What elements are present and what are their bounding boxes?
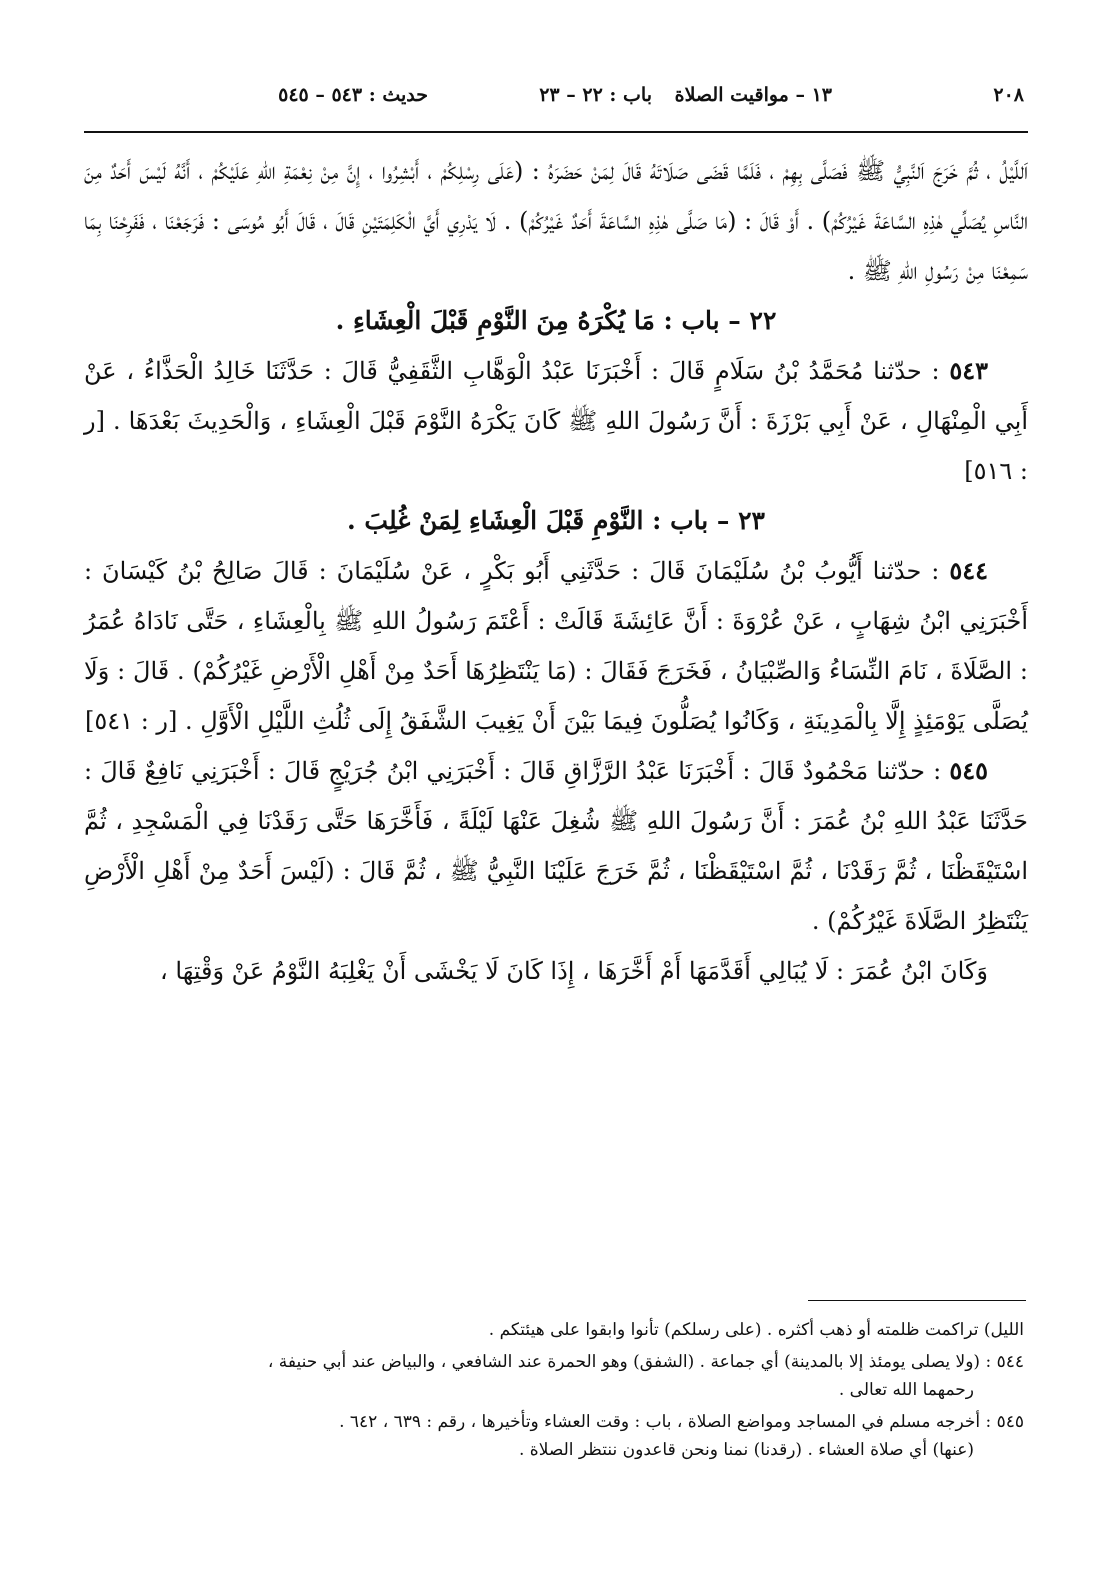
footnote-544-continuation: رحمهما الله تعالى . [838, 1380, 974, 1400]
hadith-545 [84, 746, 1028, 946]
footnote-544: ٥٤٤ : (ولا يصلى يومئذ إلا بالمدينة) أي جماعة . (الشفق) وهو الحمرة عند الشافعي ، والبياض عند أبي حنيفة ، [267, 1352, 1024, 1372]
hadith-number: ٥٤٤ [949, 556, 988, 585]
hadith-text: : حدّثنا مُحَمَّدُ بْنُ سَلَامٍ قَالَ : أَخْبَرَنَا عَبْدُ الْوَهَّابِ الثَّقَفِيُّ قَالَ : حَدَّثَنَا خَالِدُ الْحَذَّاءُ ، عَنْ أَبِي الْمِنْهَالِ ، عَنْ أَبِي بَرْزَةَ : أَنَّ رَسُولَ اللهِ ﷺ كَانَ يَكْرَهُ النَّوْمَ قَبْلَ الْعِشَاءِ ، وَالْحَدِيثَ بَعْدَهَا . [ر : ٥١٦] [84, 357, 1028, 485]
main-text [84, 146, 1028, 996]
footnotes [84, 1316, 1028, 1468]
header-rule [84, 131, 1028, 133]
hadith-range: حديث : ٥٤٣ – ٥٤٥ [278, 84, 428, 106]
footnote-1: الليل) تراكمت ظلمته أو ذهب أكثره . (على رسلكم) تأنوا وابقوا على هيئتكم . [488, 1320, 1024, 1340]
chapter-title: ١٣ – مواقيت الصلاة [674, 84, 832, 106]
page-number: ٢٠٨ [993, 84, 1024, 106]
hadith-number: ٥٤٣ [949, 356, 988, 385]
continuation-paragraph: اَللَّيْلُ ، ثُمَّ خَرَجَ اَلنَّبِيُّ ﷺ فَصَلَّى بِهِمْ ، فَلَمَّا قَضَى صَلَاتَهُ قَالَ لِمَنْ حَضَرَهُ : (عَلَى رِسْلِكُمْ ، أَبْشِرُوا ، إِنَّ مِنْ نِعْمَةِ اللهِ عَلَيْكُمْ ، أَنَّهُ لَيْسَ أَحَدٌ مِنَ النَّاسِ يُصَلِّي هٰذِهِ السَّاعَةَ غَيْرُكُمْ) . أَوْ قَالَ : (مَا صَلَّى هٰذِهِ السَّاعَةَ أَحَدٌ غَيْرُكُمْ) . لَا يَدْرِي أَيَّ الْكَلِمَتَيْنِ قَالَ ، قَالَ أَبُو مُوسَى : فَرَجَعْنَا ، فَفَرِحْنَا بِمَا سَمِعْنَا مِنْ رَسُولِ اللهِ ﷺ . [84, 157, 1028, 285]
bab-range: باب : ٢٢ – ٢٣ [539, 84, 652, 106]
hadith-text: : حدّثنا مَحْمُودٌ قَالَ : أَخْبَرَنَا عَبْدُ الرَّزَّاقِ قَالَ : أَخْبَرَنِي ابْنُ جُرَيْجٍ قَالَ : أَخْبَرَنِي نَافِعٌ قَالَ : حَدَّثَنَا عَبْدُ اللهِ بْنُ عُمَرَ : أَنَّ رَسُولَ اللهِ ﷺ شُغِلَ عَنْهَا لَيْلَةً ، فَأَخَّرَهَا حَتَّى رَقَدْنَا فِي الْمَسْجِدِ ، ثُمَّ اسْتَيْقَظْنَا ، ثُمَّ رَقَدْنَا ، ثُمَّ اسْتَيْقَظْنَا ، ثُمَّ خَرَجَ عَلَيْنَا النَّبِيُّ ﷺ ، ثُمَّ قَالَ : (لَيْسَ أَحَدٌ مِنْ أَهْلِ الْأَرْضِ يَنْتَظِرُ الصَّلَاةَ غَيْرُكُمْ) . [84, 757, 1028, 935]
hadith-545-continuation: وَكَانَ ابْنُ عُمَرَ : لَا يُبَالِي أَقَدَّمَهَا أَمْ أَخَّرَهَا ، إِذَا كَانَ لَا يَخْشَى أَنْ يَغْلِبَهُ النَّوْمُ عَنْ وَقْتِهَا ، [160, 957, 988, 985]
hadith-text: : حدّثنا أَيُّوبُ بْنُ سُلَيْمَانَ قَالَ : حَدَّثَنِي أَبُو بَكْرٍ ، عَنْ سُلَيْمَانَ : قَالَ صَالِحُ بْنُ كَيْسَانَ : أَخْبَرَنِي ابْنُ شِهَابٍ ، عَنْ عُرْوَةَ : أَنَّ عَائِشَةَ قَالَتْ : أَعْتَمَ رَسُولُ اللهِ ﷺ بِالْعِشَاءِ ، حَتَّى نَادَاهُ عُمَرُ : الصَّلَاةَ ، نَامَ النِّسَاءُ وَالصِّبْيَانُ ، فَخَرَجَ فَقَالَ : (مَا يَنْتَظِرُهَا أَحَدٌ مِنْ أَهْلِ الْأَرْضِ غَيْرُكُمْ) . قَالَ : وَلَا يُصَلَّى يَوْمَئِذٍ إِلَّا بِالْمَدِينَةِ ، وَكَانُوا يُصَلُّونَ فِيمَا بَيْنَ أَنْ يَغِيبَ الشَّفَقُ إِلَى ثُلُثِ اللَّيْلِ الْأَوَّلِ . [ر : ٥٤١] [84, 557, 1028, 735]
hadith-543 [84, 346, 1028, 496]
hadith-544 [84, 546, 1028, 746]
footnote-545: ٥٤٥ : أخرجه مسلم في المساجد ومواضع الصلاة ، باب : وقت العشاء وتأخيرها ، رقم : ٦٣٩ ، ٦٤٢ . [339, 1412, 1024, 1432]
hadith-number: ٥٤٥ [949, 756, 988, 785]
running-header [196, 84, 1024, 118]
bab-22-heading: ٢٢ – باب : مَا يُكْرَهُ مِنَ النَّوْمِ قَبْلَ الْعِشَاءِ . [335, 306, 777, 335]
bab-23-heading: ٢٣ – باب : النَّوْمِ قَبْلَ الْعِشَاءِ لِمَنْ غُلِبَ . [347, 506, 765, 535]
footnote-rule [808, 1300, 1026, 1301]
footnote-545-continuation: (عنها) أي صلاة العشاء . (رقدنا) نمنا ونحن قاعدون ننتظر الصلاة . [519, 1440, 974, 1460]
